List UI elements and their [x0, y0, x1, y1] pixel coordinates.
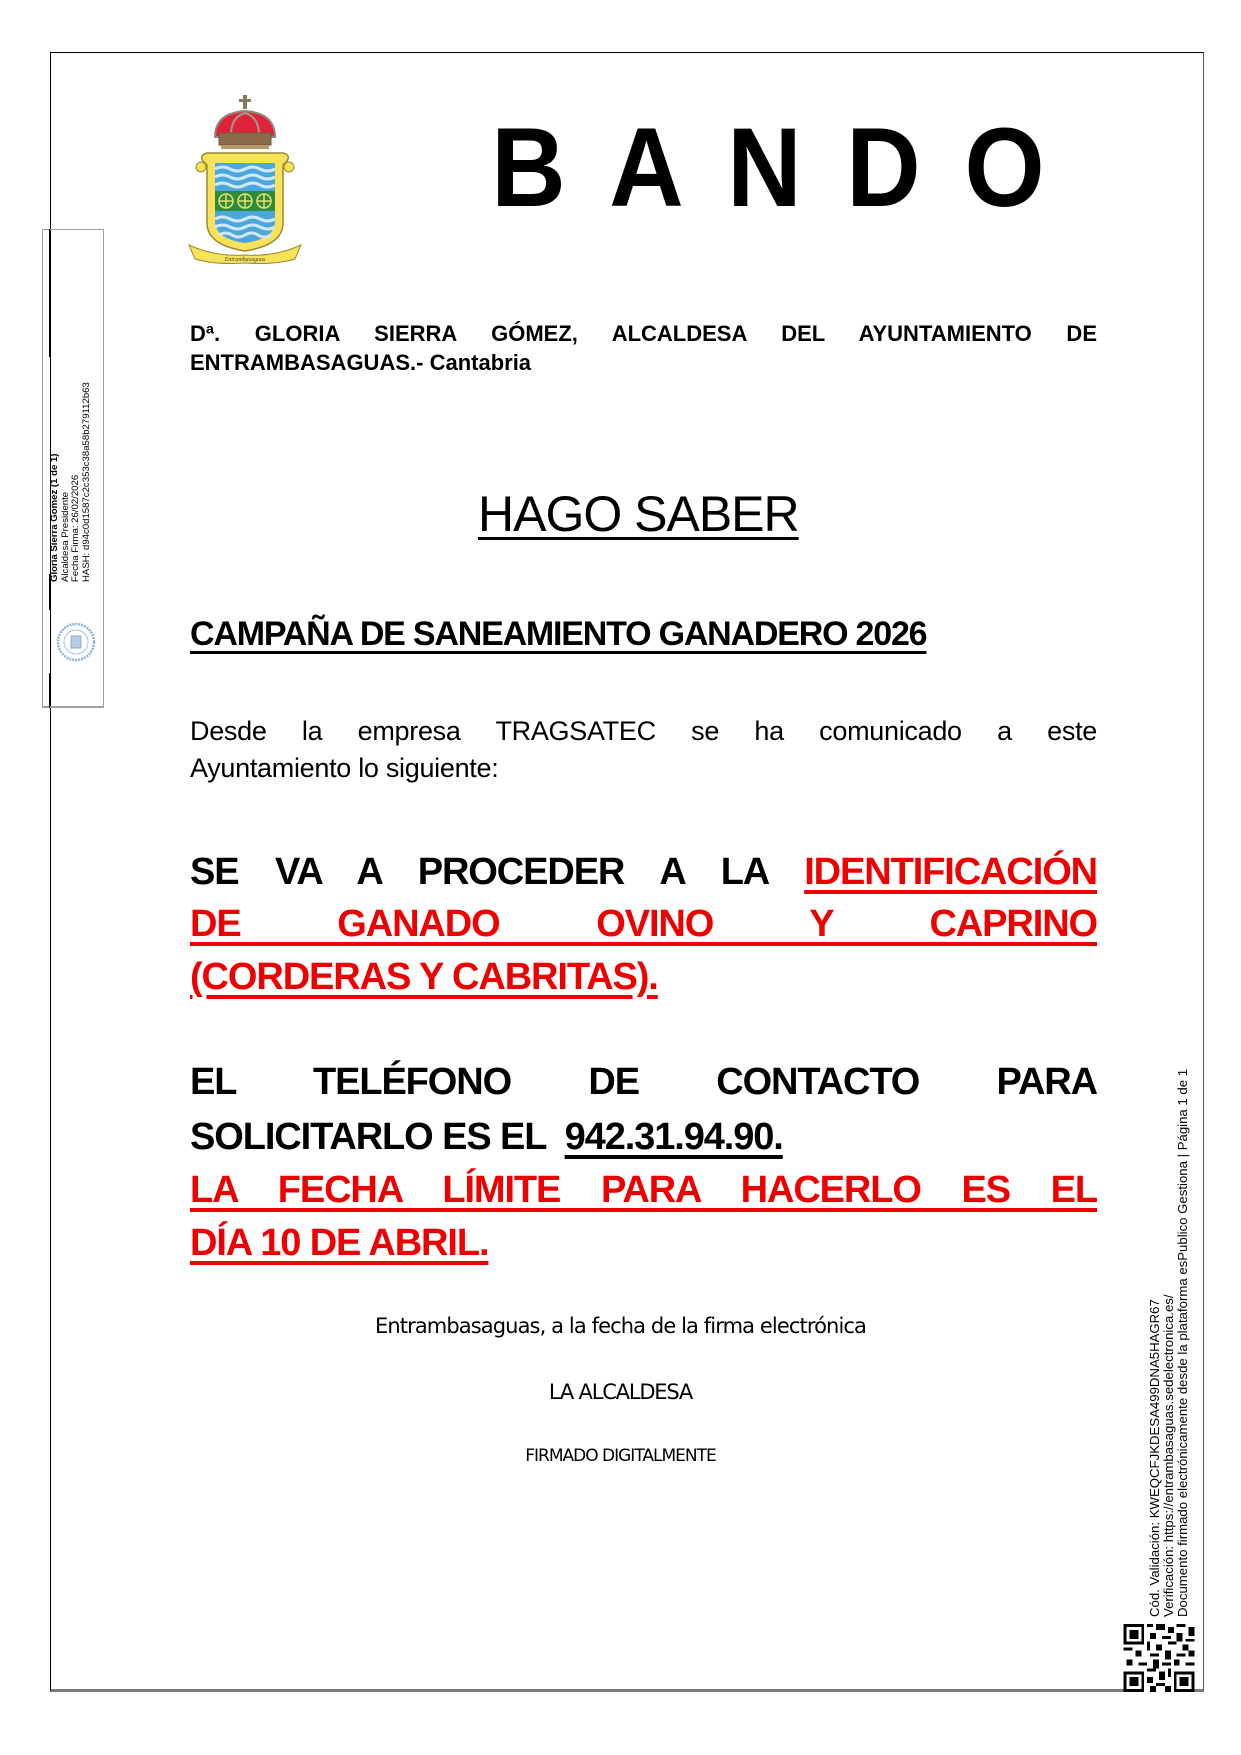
title-letter: D: [845, 105, 921, 230]
title-letter: O: [964, 105, 1045, 230]
contact-line-1: EL TELÉFONO DE CONTACTO PARA: [190, 1061, 1097, 1103]
contact-phone: 942.31.94.90.: [564, 1116, 783, 1158]
signature-stamp-text: [50, 382, 92, 582]
intro-line-1: Desde la empresa TRAGSATEC se ha comunicado a este: [190, 716, 1097, 746]
title-letter: B: [491, 105, 566, 230]
platform-note: Documento firmado electrónicamente desde la plataforma esPublico Gestiona | Página 1 de 1: [1175, 1068, 1190, 1617]
page-title: [488, 105, 1048, 230]
hago-saber-heading: HAGO SABER: [478, 486, 799, 542]
announcement-highlight: IDENTIFICACIÓN: [804, 851, 1097, 893]
announcement-line-2: DE GANADO OVINO Y CAPRINO: [190, 903, 1097, 945]
announcement-line-3: (CORDERAS Y CABRITAS).: [190, 956, 658, 998]
addressee-line-2: ENTRAMBASAGUAS.- Cantabria: [190, 350, 532, 375]
contact-line-2: SOLICITARLO ES EL 942.31.94.90.: [190, 1116, 783, 1158]
signature-date: Fecha Firma: 26/02/2026: [70, 474, 81, 582]
signed-status: FIRMADO DIGITALMENTE: [525, 1446, 716, 1466]
addressee-line-1: Dª. GLORIA SIERRA GÓMEZ, ALCALDESA DEL AYUNTAMIENTO DE: [190, 321, 1097, 346]
deadline-line-1: LA FECHA LÍMITE PARA HACERLO ES EL: [190, 1169, 1097, 1211]
verification-url: Verificación: https://entrambasaguas.sedelectronica.es/: [1161, 1294, 1176, 1617]
deadline-line-2: DÍA 10 DE ABRIL.: [190, 1222, 489, 1264]
intro-line-2: Ayuntamiento lo siguiente:: [190, 753, 499, 783]
validation-code: Cód. Validación: KWEQCFJKDESA499DNA5HAGR67: [1147, 1299, 1162, 1617]
signature-hash: HASH: d94c0d1587c2c353c38a58b279112b63: [80, 382, 92, 582]
coat-of-arms-icon: [185, 95, 305, 265]
place-date: Entrambasaguas, a la fecha de la firma electrónica: [374, 1314, 867, 1338]
signer-role-label: LA ALCALDESA: [548, 1380, 693, 1404]
announcement-line-1: SE VA A PROCEDER A LA IDENTIFICACIÓN: [190, 851, 1097, 893]
stamp-divider: [49, 229, 50, 357]
verification-text: [1148, 1069, 1190, 1617]
title-letter: N: [727, 105, 803, 230]
svg-text:Entrambasaguas: Entrambasaguas: [224, 257, 266, 263]
signer-name: Gloria Sierra Gomez (1 de 1): [49, 453, 60, 582]
signer-role: Alcaldesa Presidente: [59, 491, 71, 582]
stamp-divider: [49, 673, 50, 708]
campaign-heading: CAMPAÑA DE SANEAMIENTO GANADERO 2026: [190, 615, 927, 653]
qr-code-icon[interactable]: [1123, 1624, 1195, 1692]
official-seal-icon: [56, 622, 96, 662]
title-letter: A: [609, 105, 684, 230]
